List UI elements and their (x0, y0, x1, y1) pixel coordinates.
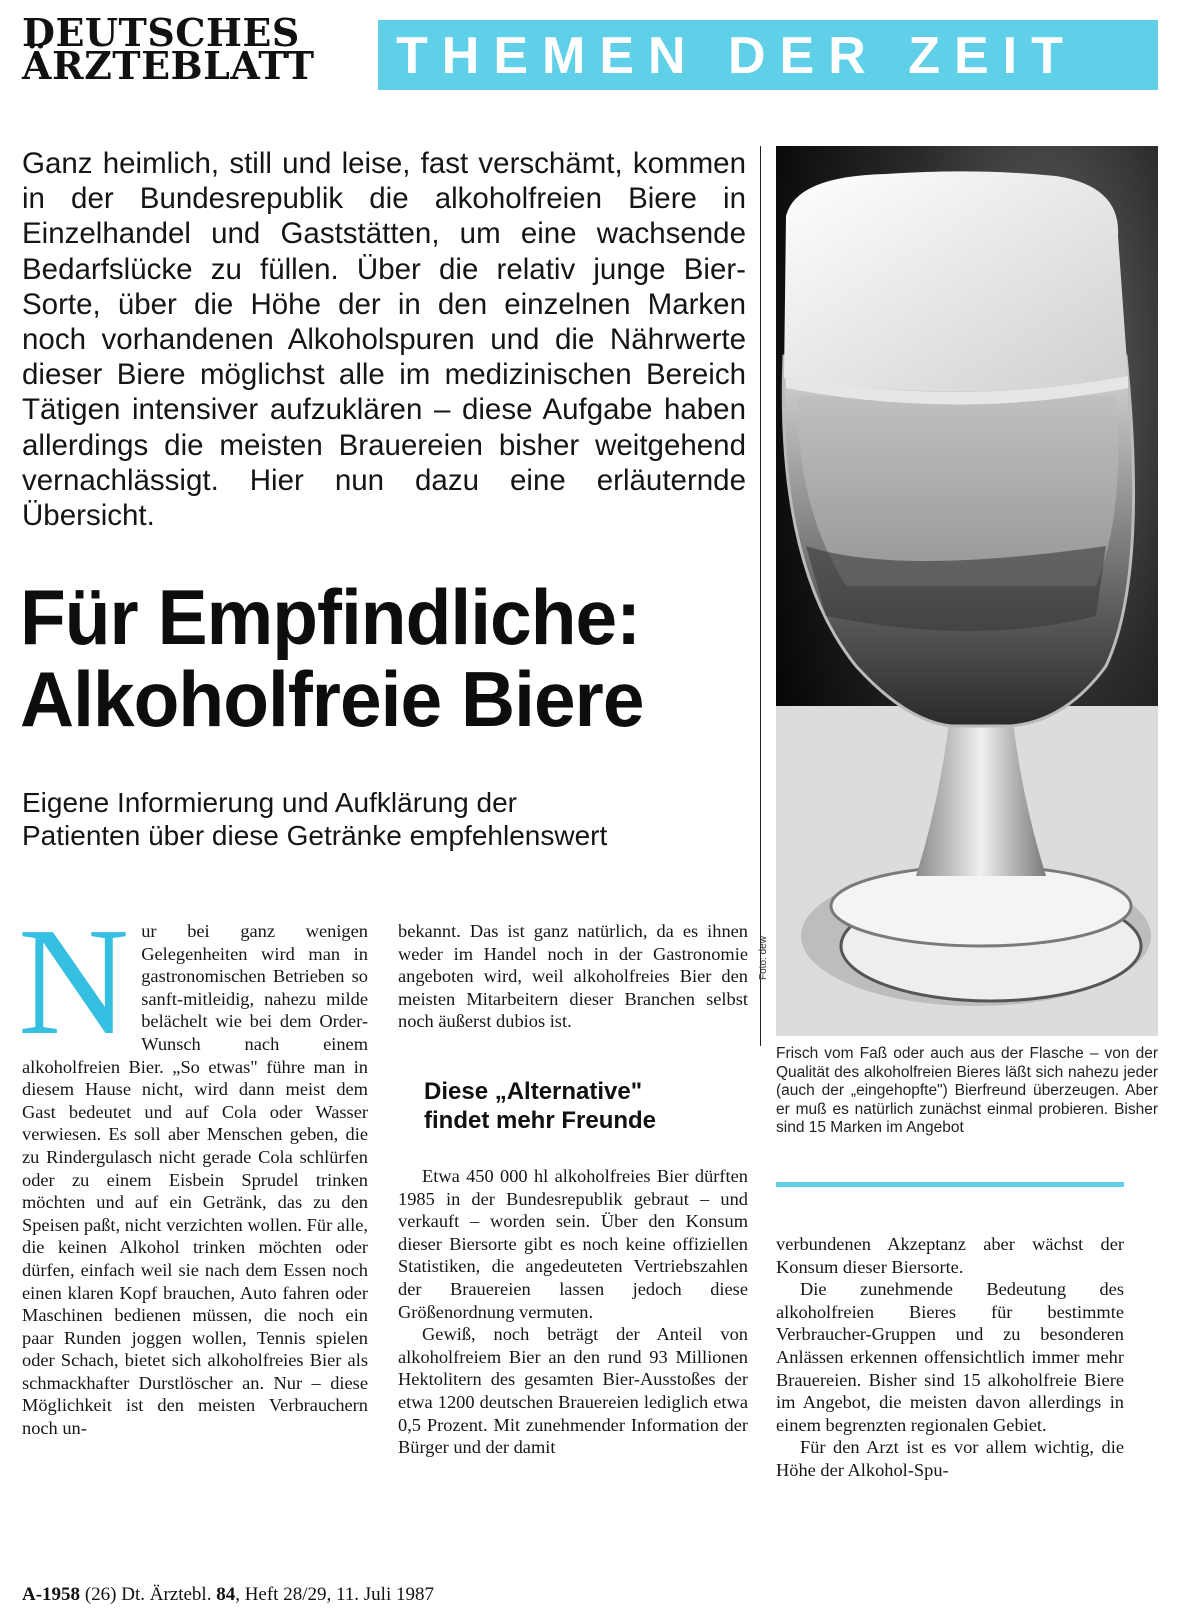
journal-abbrev: Dt. Ärztebl. (121, 1584, 212, 1605)
masthead-name-line2: ÄRZTEBLATT (22, 43, 315, 88)
subheadline-line2: Patienten über diese Getränke empfehlenswert (22, 820, 608, 851)
body-column-3 (776, 1233, 1124, 1482)
beer-glass-photo (776, 146, 1158, 1036)
section-title: THEMEN DER ZEIT (396, 27, 1077, 85)
body-column-1 (18, 897, 368, 1440)
drop-cap: N (18, 897, 130, 1067)
body-paragraph: ur bei ganz wenigen Gelegenheiten wird man in gastronomischen Betrieben so sanft-mitleidig, nahezu milde belächelt wie bei dem Order-Wunsch nach einem alkoholfreien Bier. „So etwas" führe man in diesem Hause nicht, wird dann meist dem Gast bedeutet und auf Cola oder Wasser verwiesen. Es soll aber Menschen geben, die zu Rindergulasch nicht gerade Cola schlürfen oder zu einem Eisbein Sprudel trinken möchten und auf ein Getränk, das zu den Speisen paßt, nicht verzichten wollen. Für alle, die keinen Alkohol trinken möchten oder dürfen, einfach weil sie nach dem Essen noch einen klaren Kopf brauchen, Auto fahren oder Maschinen bedienen müssen, die noch ein paar Runden joggen wollen, Tennis spielen oder Schach, bietet sich alkoholfreies Bier als schmackhafter Durstlöscher an. Nur – diese Möglichkeit ist den meisten Verbrauchern noch un- (22, 921, 368, 1439)
photo-caption: Frisch vom Faß oder auch aus der Flasche – von der Qualität des alkoholfreien Bieres läßt sich nahezu jeder (auch der „eingehopfte") Bierfreund überzeugen. Aber er muß es natürlich zunächst einmal probieren. Bisher sind 15 Marken im Angebot (776, 1045, 1158, 1136)
column-divider (760, 146, 761, 1046)
page-number: A-1958 (22, 1584, 81, 1605)
section-subhead (424, 1077, 748, 1135)
body-paragraph: bekannt. Das ist ganz natürlich, da es ihnen weder im Handel noch in der Gastronomie angeboten wird, weil alkoholfreies Bier den meisten Mitarbeitern dieser Branchen selbst noch äußerst dubios ist. (398, 921, 748, 1032)
body-paragraph: Etwa 450 000 hl alkoholfreies Bier dürften 1985 in der Bundesrepublik gebraut – und verkauft – worden sein. Über den Konsum dieser Biersorte gibt es noch keine offiziellen Statistiken, die angedeuteten Vertriebszahlen der Brauereien lassen jedoch diese Größenordnung vermuten. (398, 1165, 748, 1322)
lead-paragraph: Ganz heimlich, still und leise, fast verschämt, kommen in der Bundesrepublik die alkoholfreien Biere in Einzelhandel und Gaststätten, um eine wachsende Bedarfslücke zu füllen. Über die relativ junge Bier-Sorte, über die Höhe der in den einzelnen Marken noch vorhandenen Alkoholspuren und die Nährwerte dieser Biere möglichst alle im medizinischen Bereich Tätigen intensiver aufzuklären – diese Aufgabe haben allerdings die meisten Brauereien bisher weitgehend vernachlässigt. Hier nun dazu eine erläuternde Übersicht. (22, 147, 746, 533)
headline-line1: Für Empfindliche: (20, 573, 641, 661)
issue-page: (26) (84, 1584, 117, 1605)
subhead-line1: Diese „Alternative" (424, 1077, 643, 1105)
issue-info: , Heft 28/29, 11. Juli 1987 (235, 1584, 434, 1605)
caption-rule (776, 1182, 1124, 1187)
page-footer (22, 1584, 822, 1606)
headline-line2: Alkoholfreie Biere (20, 655, 644, 743)
masthead-logo (22, 10, 372, 88)
volume-number: 84 (216, 1584, 236, 1605)
photo-credit: Foto: dew (758, 936, 769, 980)
body-paragraph: Gewiß, noch beträgt der Anteil von alkoholfreiem Bier an den rund 93 Millionen Hektolitern des gesamten Bier-Ausstoßes der etwa 1200 deutschen Brauereien lediglich etwa 0,5 Prozent. Mit zunehmender Information der Bürger und der damit (398, 1324, 748, 1458)
subhead-line2: findet mehr Freunde (424, 1106, 657, 1134)
beer-glass-illustration (776, 146, 1158, 1036)
body-column-2 (398, 920, 748, 1459)
masthead-name-line1: DEUTSCHES (22, 10, 300, 55)
body-paragraph: verbundenen Akzeptanz aber wächst der Konsum dieser Biersorte. (776, 1234, 1124, 1277)
subheadline-line1: Eigene Informierung und Aufklärung der (22, 787, 517, 818)
body-paragraph: Die zunehmende Bedeutung des alkoholfreien Bieres für bestimmte Verbraucher-Gruppen und zu besonderen Anlässen erkennen offensichtlich immer mehr Brauereien. Bisher sind 15 alkoholfreie Biere im Angebot, die meisten davon allerdings in einem begrenzten regionalen Gebiet. (776, 1279, 1124, 1435)
section-band (378, 20, 1158, 90)
article-subheadline (22, 786, 762, 852)
body-paragraph: Für den Arzt ist es vor allem wichtig, die Höhe der Alkohol-Spu- (776, 1437, 1124, 1480)
article-headline (20, 573, 730, 743)
